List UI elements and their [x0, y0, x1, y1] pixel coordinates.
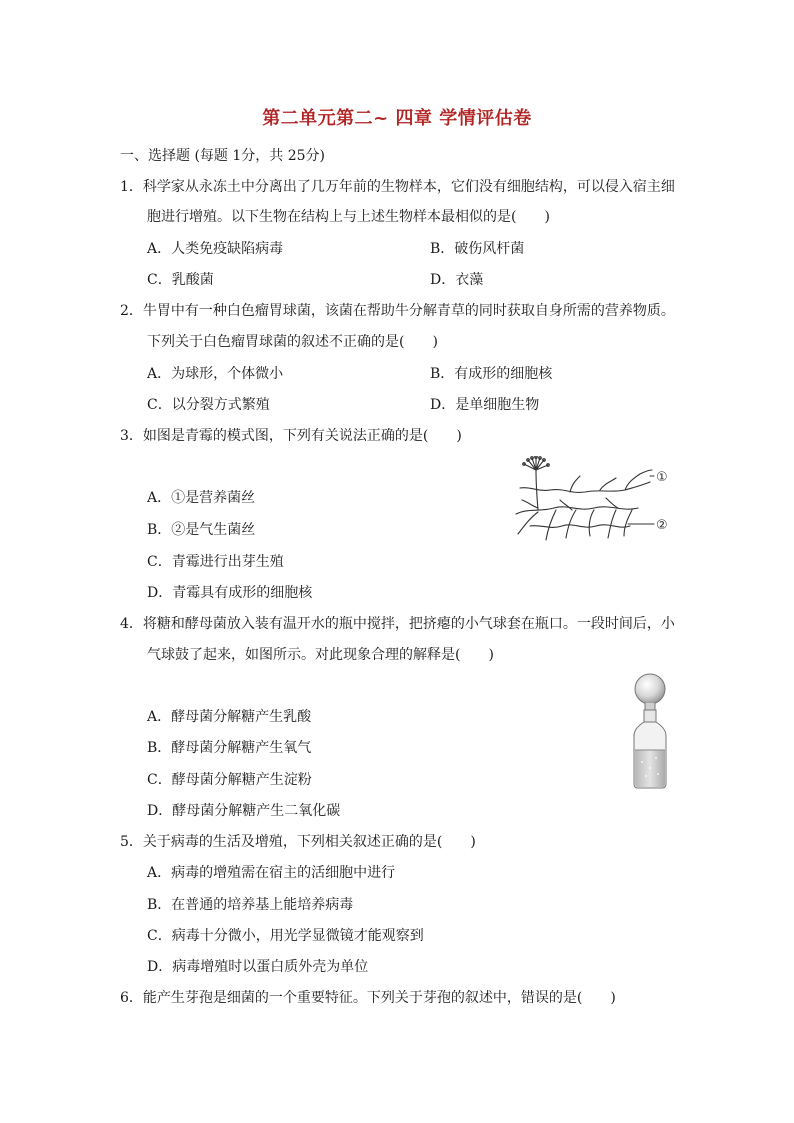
question-3-option-b[interactable]: B．②是气生菌丝	[147, 522, 256, 538]
question-2-stem-cont: 下列关于白色瘤胃球菌的叙述不正确的是( )	[147, 334, 438, 350]
question-4-stem-cont: 气球鼓了起来，如图所示。对此现象合理的解释是( )	[147, 647, 494, 663]
question-4-option-b[interactable]: B．酵母菌分解糖产生氧气	[147, 740, 312, 756]
question-3-option-a[interactable]: A．①是营养菌丝	[147, 490, 256, 506]
question-5-option-a[interactable]: A．病毒的增殖需在宿主的活细胞中进行	[147, 865, 396, 881]
question-1-option-d[interactable]: D．衣藻	[430, 272, 484, 288]
question-2-option-a[interactable]: A．为球形，个体微小	[147, 366, 284, 382]
section-heading: 一、选择题 (每题 1分，共 25分)	[120, 148, 325, 164]
question-3-stem: 3．如图是青霉的模式图，下列有关说法正确的是( )	[120, 428, 462, 444]
question-4-option-d[interactable]: D．酵母菌分解糖产生二氧化碳	[147, 803, 341, 819]
penicillium-diagram	[510, 456, 680, 544]
question-5-stem: 5．关于病毒的生活及增殖，下列相关叙述正确的是( )	[120, 834, 476, 850]
question-1-option-c[interactable]: C．乳酸菌	[147, 272, 214, 288]
question-1-option-a[interactable]: A．人类免疫缺陷病毒	[147, 241, 284, 257]
question-2-option-c[interactable]: C．以分裂方式繁殖	[147, 397, 270, 413]
question-4-stem: 4．将糖和酵母菌放入装有温开水的瓶中搅拌，把挤瘪的小气球套在瓶口。一段时间后，小	[120, 616, 675, 632]
question-3-option-d[interactable]: D．青霉具有成形的细胞核	[147, 585, 313, 601]
question-5-option-b[interactable]: B．在普通的培养基上能培养病毒	[147, 897, 354, 913]
question-6-stem: 6．能产生芽孢是细菌的一个重要特征。下列关于芽孢的叙述中，错误的是( )	[120, 990, 616, 1006]
page-title: 第二单元第二~ 四章 学情评估卷	[262, 108, 532, 129]
question-3-option-c[interactable]: C．青霉进行出芽生殖	[147, 554, 284, 570]
question-4-option-a[interactable]: A．酵母菌分解糖产生乳酸	[147, 709, 312, 725]
question-1-stem: 1．科学家从永冻土中分离出了几万年前的生物样本，它们没有细胞结构，可以侵入宿主细	[120, 179, 675, 195]
question-5-option-c[interactable]: C．病毒十分微小，用光学显微镜才能观察到	[147, 928, 424, 944]
label-1: ①	[656, 470, 668, 485]
question-5-option-d[interactable]: D．病毒增殖时以蛋白质外壳为单位	[147, 959, 369, 975]
label-2: ②	[656, 518, 668, 533]
question-1-option-b[interactable]: B．破伤风杆菌	[430, 241, 525, 257]
bottle-balloon-diagram	[628, 672, 678, 792]
question-4-option-c[interactable]: C．酵母菌分解糖产生淀粉	[147, 772, 312, 788]
question-2-stem: 2．牛胃中有一种白色瘤胃球菌，该菌在帮助牛分解青草的同时获取自身所需的营养物质。	[120, 303, 675, 319]
question-2-option-b[interactable]: B．有成形的细胞核	[430, 366, 553, 382]
question-1-stem-cont: 胞进行增殖。以下生物在结构上与上述生物样本最相似的是( )	[147, 209, 550, 225]
question-2-option-d[interactable]: D．是单细胞生物	[430, 397, 540, 413]
